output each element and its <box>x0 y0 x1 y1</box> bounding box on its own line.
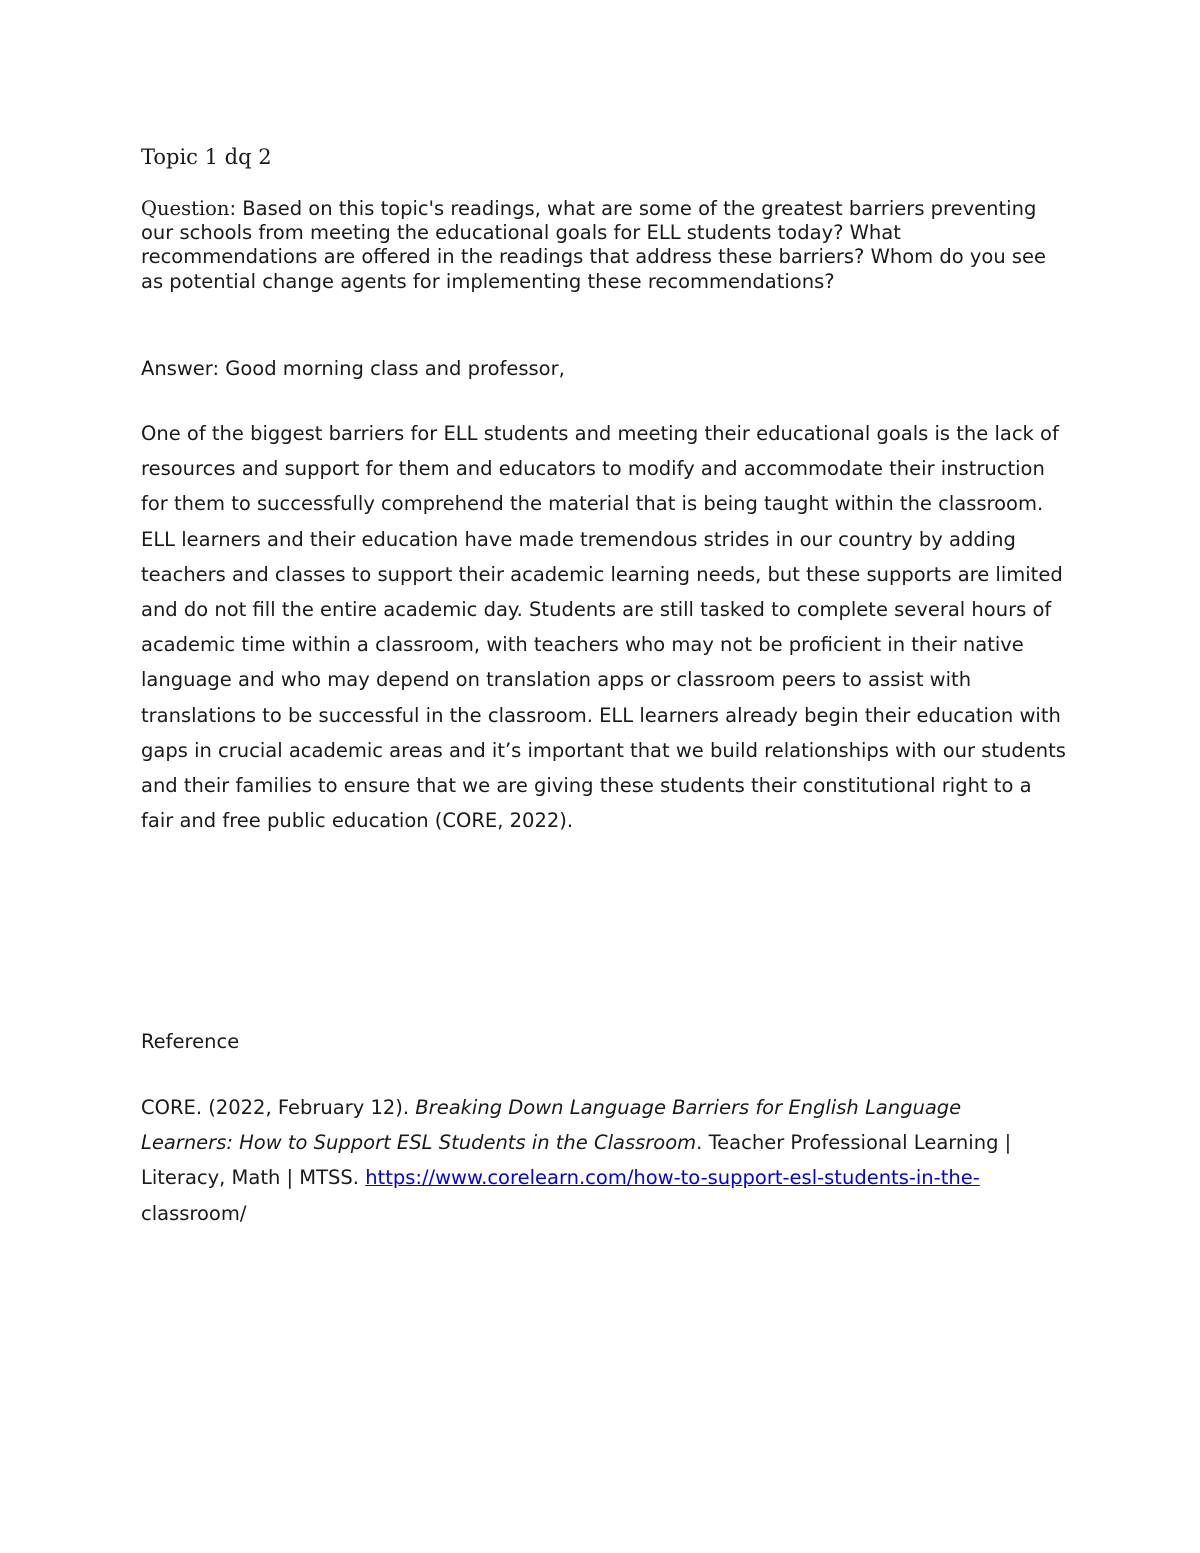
question-text: : Based on this topic's readings, what are some of the greatest barriers preventing our schools from meeting the educational goals for ELL students today? What recommendations are offered in the readings that address these barriers? Whom do you see as potential change agents for implementing these recommendations? <box>141 197 1047 293</box>
answer-body: One of the biggest barriers for ELL students and meeting their educational goals is the lack of resources and support for them and educators to modify and accommodate their instruction for them to successfully comprehend the material that is being taught within the classroom. ELL learners and their education have made tremendous strides in our country by adding teachers and classes to support their academic learning needs, but these supports are limited and do not fill the entire academic day. Students are still tasked to complete several hours of academic time within a classroom, with teachers who may not be proficient in their native language and who may depend on translation apps or classroom peers to assist with translations to be successful in the classroom. ELL learners already begin their education with gaps in crucial academic areas and it’s important that we build relationships with our students and their families to ensure that we are giving these students their constitutional right to a fair and free public education (CORE, 2022). <box>141 422 1066 833</box>
reference-entry <box>141 1090 1041 1231</box>
answer-greeting: Answer: Good morning class and professor, <box>141 357 565 380</box>
reference-publisher: . Teacher Professional Learning | Literacy, Math | MTSS. <box>141 1131 1012 1190</box>
question-label: Question <box>141 197 230 220</box>
reference-link-tail: classroom/ <box>141 1201 247 1225</box>
reference-heading: Reference <box>141 1030 240 1053</box>
reference-author-date: CORE. (2022, February 12). <box>141 1096 416 1119</box>
reference-link[interactable]: https://www.corelearn.com/how-to-support-esl-students-in-the- <box>365 1166 980 1190</box>
reference-work-title: Breaking Down Language Barriers for English Language Learners: How to Support ESL Students in the Classroom <box>141 1096 962 1155</box>
document-title: Topic 1 dq 2 <box>141 145 272 169</box>
question-paragraph <box>141 197 1066 294</box>
